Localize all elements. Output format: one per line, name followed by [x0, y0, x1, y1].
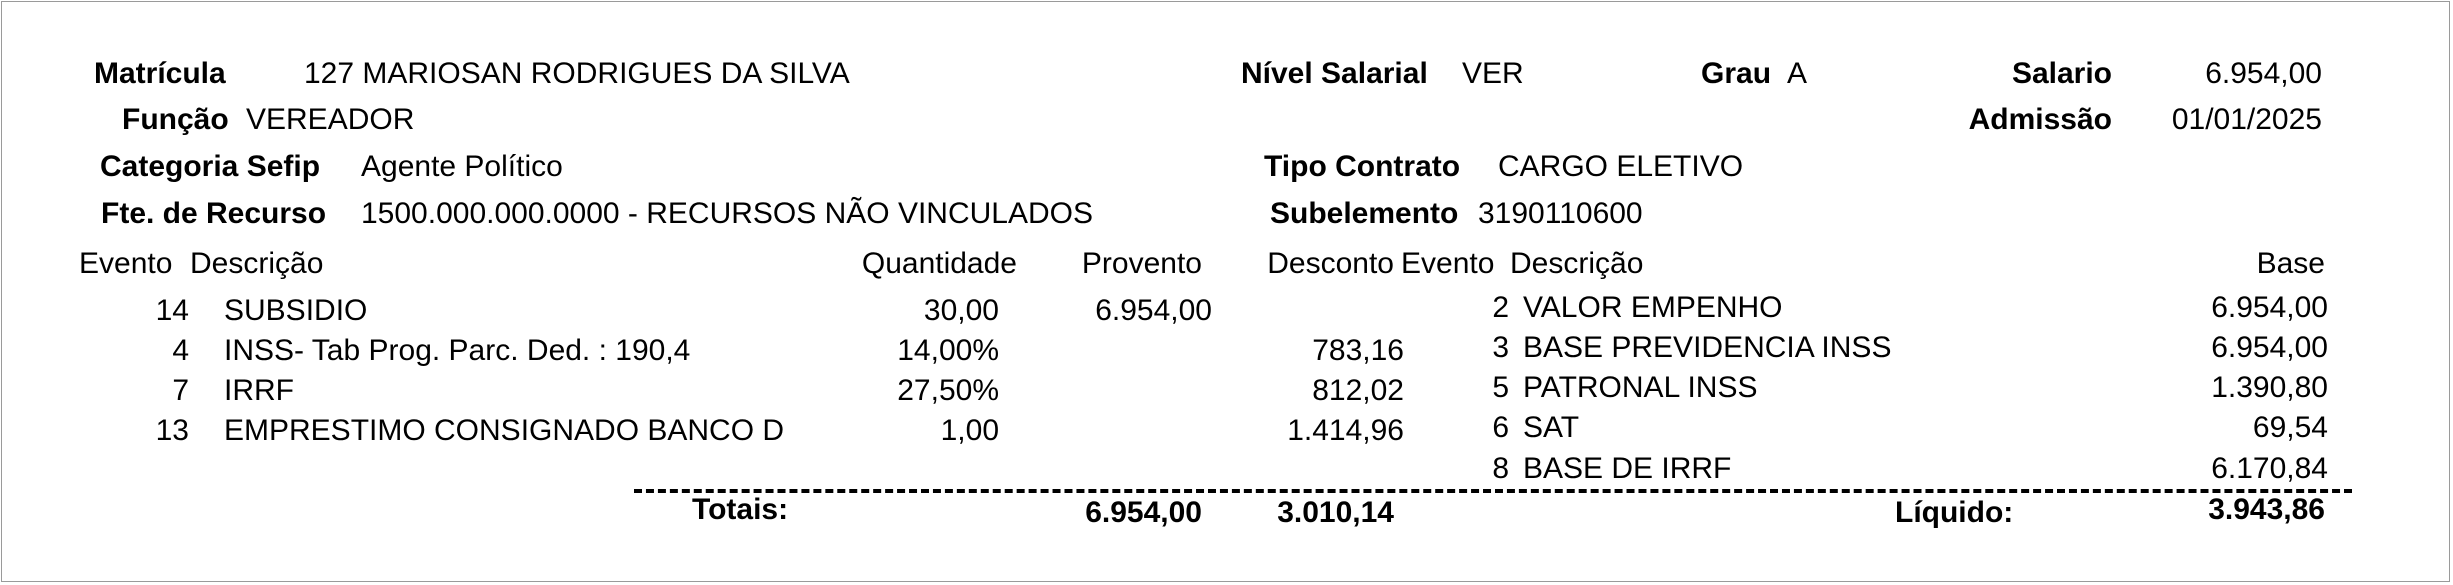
salario-label: Salario [2011, 57, 2112, 90]
liquido-label: Líquido: [1895, 496, 2014, 529]
right-row-descricao: SAT [1523, 411, 1580, 444]
categoria-value: Agente Político [361, 150, 563, 183]
right-row-evento: 8 [1492, 452, 1509, 485]
left-row-descricao: EMPRESTIMO CONSIGNADO BANCO D [224, 414, 785, 447]
right-row-base: 69,54 [2252, 411, 2328, 444]
grau-label: Grau [1701, 57, 1772, 90]
salario-value: 6.954,00 [2205, 57, 2322, 90]
left-row-quantidade: 14,00% [897, 334, 999, 367]
left-row-quantidade: 30,00 [923, 294, 999, 327]
categoria-label: Categoria Sefip [100, 150, 321, 183]
nivel-salarial-label: Nível Salarial [1241, 57, 1428, 90]
left-row-evento: 13 [155, 414, 189, 447]
right-row-evento: 5 [1492, 371, 1509, 404]
right-header-descricao: Descrição [1510, 247, 1644, 280]
payslip-frame [1, 1, 2450, 582]
totals-desconto: 3.010,14 [1277, 496, 1394, 529]
right-row-descricao: BASE PREVIDENCIA INSS [1523, 331, 1892, 364]
nivel-salarial-value: VER [1462, 57, 1524, 90]
left-header-quantidade: Quantidade [861, 247, 1017, 280]
right-row-descricao: VALOR EMPENHO [1523, 291, 1783, 324]
matricula-value: 127 MARIOSAN RODRIGUES DA SILVA [304, 57, 850, 90]
recurso-label: Fte. de Recurso [101, 197, 327, 230]
funcao-value: VEREADOR [246, 103, 415, 136]
right-row-base: 1.390,80 [2211, 371, 2328, 404]
left-header-desconto: Desconto [1267, 247, 1394, 280]
left-row-quantidade: 27,50% [897, 374, 999, 407]
right-header-base: Base [2256, 247, 2325, 280]
totals-provento: 6.954,00 [1085, 496, 1202, 529]
right-header-evento: Evento [1401, 247, 1495, 280]
right-row-evento: 3 [1492, 331, 1509, 364]
left-header-evento: Evento [79, 247, 173, 280]
right-row-descricao: PATRONAL INSS [1523, 371, 1758, 404]
left-row-desconto: 783,16 [1312, 334, 1404, 367]
left-header-descricao: Descrição [190, 247, 324, 280]
admissao-value: 01/01/2025 [2171, 103, 2322, 136]
left-row-provento: 6.954,00 [1095, 294, 1212, 327]
subelemento-value: 3190110600 [1478, 197, 1643, 230]
right-row-base: 6.954,00 [2211, 331, 2328, 364]
right-row-evento: 6 [1492, 411, 1509, 444]
totals-label: Totais: [692, 493, 789, 526]
left-row-desconto: 1.414,96 [1287, 414, 1404, 447]
left-header-provento: Provento [1081, 247, 1202, 280]
liquido-value: 3.943,86 [2208, 493, 2325, 526]
left-row-descricao: SUBSIDIO [224, 294, 368, 327]
subelemento-label: Subelemento [1270, 197, 1459, 230]
admissao-label: Admissão [1968, 103, 2112, 136]
right-row-evento: 2 [1492, 291, 1509, 324]
recurso-value: 1500.000.000.0000 - RECURSOS NÃO VINCULADOS [361, 197, 1093, 230]
right-row-base: 6.954,00 [2211, 291, 2328, 324]
left-row-desconto: 812,02 [1312, 374, 1404, 407]
right-row-base: 6.170,84 [2211, 452, 2328, 485]
funcao-label: Função [122, 103, 229, 136]
right-row-descricao: BASE DE IRRF [1523, 452, 1732, 485]
left-row-evento: 7 [172, 374, 189, 407]
left-row-descricao: INSS- Tab Prog. Parc. Ded. : 190,4 [224, 334, 691, 367]
left-row-quantidade: 1,00 [940, 414, 999, 447]
tipo-contrato-label: Tipo Contrato [1264, 150, 1461, 183]
totals-divider [634, 489, 2352, 493]
left-row-descricao: IRRF [224, 374, 294, 407]
tipo-contrato-value: CARGO ELETIVO [1498, 150, 1744, 183]
left-row-evento: 14 [155, 294, 189, 327]
left-row-evento: 4 [172, 334, 189, 367]
matricula-label: Matrícula [94, 57, 226, 90]
grau-value: A [1787, 57, 1808, 90]
